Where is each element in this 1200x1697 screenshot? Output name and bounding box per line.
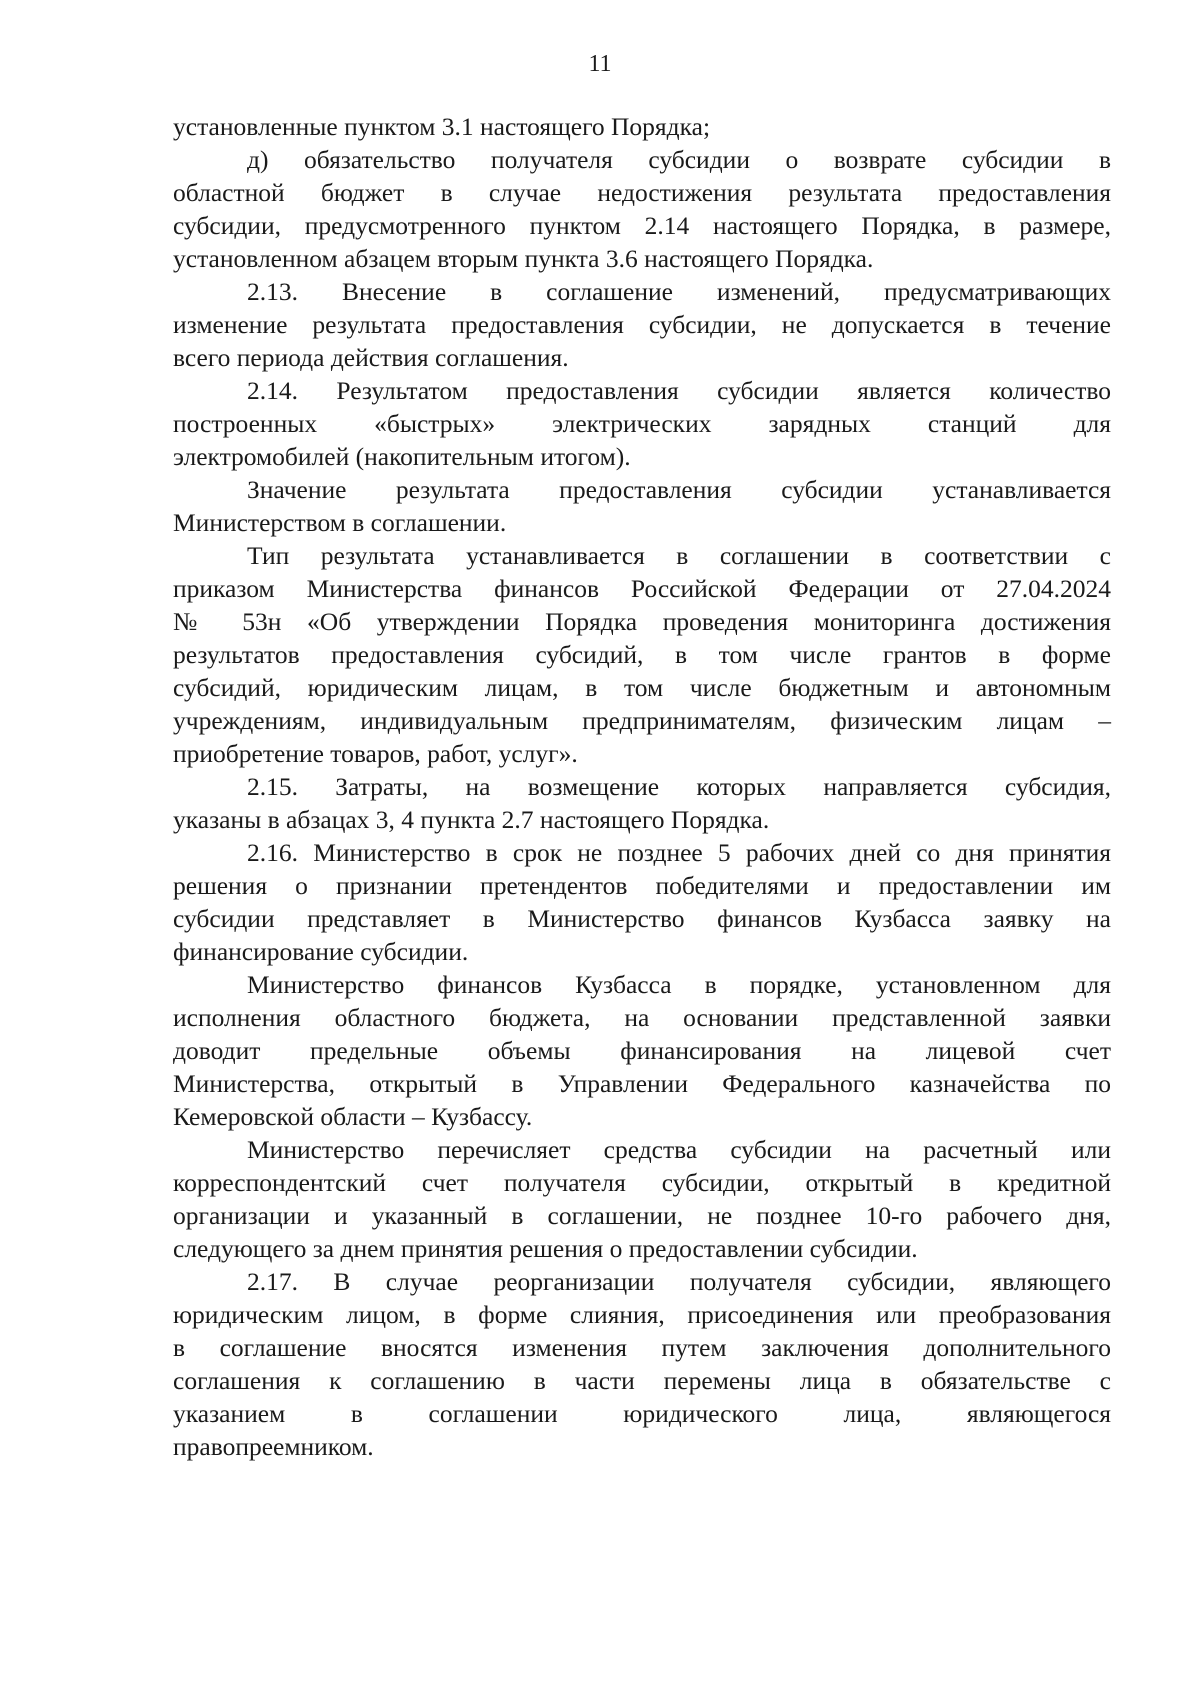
text-line: субсидии представляет в Министерство финансов Кузбасса заявку на (173, 904, 1111, 933)
text-line: соглашения к соглашению в части перемены лица в обязательстве с (173, 1366, 1111, 1395)
paragraph-result-type (173, 539, 1111, 770)
paragraph-2-13 (173, 275, 1111, 374)
text-line: указанием в соглашении юридического лица, являющегося (173, 1399, 1111, 1428)
text-line: всего периода действия соглашения. (173, 343, 569, 372)
text-line: решения о признании претендентов победителями и предоставлении им (173, 871, 1111, 900)
text-line: Тип результата устанавливается в соглашении в соответствии с (247, 541, 1111, 570)
text-line: организации и указанный в соглашении, не позднее 10-го рабочего дня, (173, 1201, 1111, 1230)
text-line: установленном абзацем вторым пункта 3.6 настоящего Порядка. (173, 244, 874, 273)
paragraph-2-17 (173, 1265, 1111, 1463)
paragraph-finance-ministry (173, 968, 1111, 1133)
text-line: корреспондентский счет получателя субсидии, открытый в кредитной (173, 1168, 1111, 1197)
text-line: следующего за днем принятия решения о предоставлении субсидии. (173, 1234, 918, 1263)
text-line: субсидий, юридическим лицам, в том числе бюджетным и автономным (173, 673, 1111, 702)
text-line: установленные пунктом 3.1 настоящего Порядка; (173, 112, 711, 141)
text-line: 2.13. Внесение в соглашение изменений, предусматривающих (247, 277, 1111, 306)
text-line: № 53н «Об утверждении Порядка проведения мониторинга достижения (173, 607, 1111, 636)
paragraph-2-15 (173, 770, 1111, 836)
text-line: приказом Министерства финансов Российской Федерации от 27.04.2024 (173, 574, 1111, 603)
text-line: Значение результата предоставления субсидии устанавливается (247, 475, 1111, 504)
text-line: изменение результата предоставления субсидии, не допускается в течение (173, 310, 1111, 339)
text-line: юридическим лицом, в форме слияния, присоединения или преобразования (173, 1300, 1111, 1329)
paragraph-result-value (173, 473, 1111, 539)
text-line: областной бюджет в случае недостижения результата предоставления (173, 178, 1111, 207)
text-line: Министерство перечисляет средства субсидии на расчетный или (247, 1135, 1111, 1164)
text-line: 2.17. В случае реорганизации получателя субсидии, являющего (247, 1267, 1111, 1296)
text-line: Министерством в соглашении. (173, 508, 507, 537)
text-line: 2.16. Министерство в срок не позднее 5 рабочих дней со дня принятия (247, 838, 1111, 867)
paragraph-continuation (173, 110, 1111, 143)
text-line: Министерства, открытый в Управлении Федерального казначейства по (173, 1069, 1111, 1098)
text-line: правопреемником. (173, 1432, 374, 1461)
text-line: Кемеровской области – Кузбассу. (173, 1102, 533, 1131)
page-number: 11 (588, 51, 612, 77)
paragraph-2-16 (173, 836, 1111, 968)
text-line: в соглашение вносятся изменения путем заключения дополнительного (173, 1333, 1111, 1362)
text-line: результатов предоставления субсидий, в том числе грантов в форме (173, 640, 1111, 669)
text-line: приобретение товаров, работ, услуг». (173, 739, 578, 768)
document-body (173, 110, 1111, 1463)
paragraph-item-d (173, 143, 1111, 275)
text-line: электромобилей (накопительным итогом). (173, 442, 631, 471)
text-line: исполнения областного бюджета, на основании представленной заявки (173, 1003, 1111, 1032)
text-line: построенных «быстрых» электрических зарядных станций для (173, 409, 1111, 438)
text-line: указаны в абзацах 3, 4 пункта 2.7 настоящего Порядка. (173, 805, 770, 834)
text-line: доводит предельные объемы финансирования на лицевой счет (173, 1036, 1111, 1065)
paragraph-2-14 (173, 374, 1111, 473)
paragraph-transfer (173, 1133, 1111, 1265)
text-line: учреждениям, индивидуальным предпринимателям, физическим лицам – (173, 706, 1111, 735)
text-line: д) обязательство получателя субсидии о возврате субсидии в (247, 145, 1111, 174)
text-line: 2.14. Результатом предоставления субсидии является количество (247, 376, 1111, 405)
text-line: субсидии, предусмотренного пунктом 2.14 настоящего Порядка, в размере, (173, 211, 1111, 240)
text-line: финансирование субсидии. (173, 937, 469, 966)
text-line: 2.15. Затраты, на возмещение которых направляется субсидия, (247, 772, 1111, 801)
text-line: Министерство финансов Кузбасса в порядке, установленном для (247, 970, 1111, 999)
